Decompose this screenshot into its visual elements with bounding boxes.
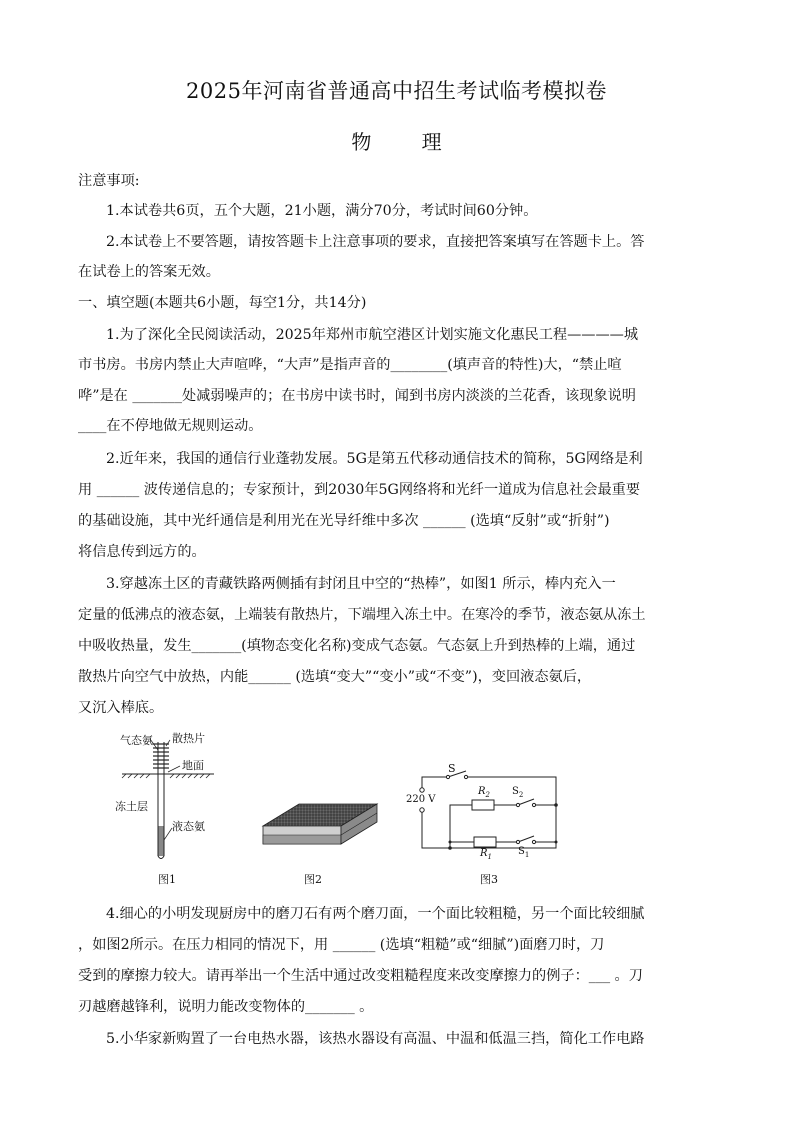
- question-2-line: 用 ______ 波传递信息的；专家预计，到2030年5G网络将和光纤一道成为信息社会最重要: [78, 482, 641, 498]
- label-s1: $S_1$: [518, 846, 530, 859]
- figure-2-caption: 图2: [304, 873, 322, 886]
- question-2-line: 将信息传到远方的。: [78, 544, 206, 560]
- question-4-line: 4.细心的小明发现厨房中的磨刀石有两个磨刀面，一个面比较粗糙，另一个面比较细腻: [106, 906, 645, 922]
- question-3-line: 散热片向空气中放热，内能______ (选填“变大”“变小”或“不变”)，变回液态氨后，: [78, 669, 592, 685]
- question-3-line: 3.穿越冻土区的青藏铁路两侧插有封闭且中空的“热棒”，如图1 所示，棒内充入一: [106, 576, 616, 592]
- figure-2-whetstone: [255, 790, 385, 860]
- question-1-line: 市书房。书房内禁止大声喧哗，“大声”是指声音的________(填声音的特性)大，“禁止喧: [78, 357, 622, 373]
- label-r1: $R_1$: [480, 848, 492, 861]
- label-voltage: 220 V: [406, 794, 436, 805]
- subject-title: 物 理: [351, 130, 464, 154]
- question-3-line: 中吸收热量，发生_______(填物态变化名称)变成气态氨。气态氨上升到热棒的上端，通过: [78, 638, 636, 654]
- label-switch-s: S: [448, 762, 456, 775]
- notice-item-2-cont: 在试卷上的答案无效。: [78, 264, 220, 280]
- question-3-line: 又沉入棒底。: [78, 700, 164, 716]
- question-2-line: 的基础设施，其中光纤通信是利用光在光导纤维中多次 ______ (选填“反射”或“折射”): [78, 513, 610, 529]
- label-fins: 散热片: [172, 732, 205, 745]
- label-ground: 地面: [182, 759, 204, 772]
- question-4-line: 受到的摩擦力较大。请再举出一个生活中通过改变粗糙程度来改变摩擦力的例子：___ 。刀: [78, 968, 643, 984]
- question-3-line: 定量的低沸点的液态氨，上端装有散热片，下端埋入冻土中。在寒冷的季节，液态氨从冻土: [78, 607, 646, 623]
- question-1-line: 1.为了深化全民阅读活动，2025年郑州市航空港区计划实施文化惠民工程————城: [106, 327, 639, 343]
- section-heading: 一、填空题(本题共6小题，每空1分，共14分): [78, 295, 367, 311]
- question-1-line: 哗”是在 _______处减弱噪声的；在书房中读书时，闻到书房内淡淡的兰花香，该现象说明: [78, 388, 636, 404]
- question-2-line: 2.近年来，我国的通信行业蓬勃发展。5G是第五代移动通信技术的简称，5G网络是利: [106, 451, 643, 467]
- label-gas-ammonia: 气态氨: [120, 734, 153, 747]
- question-1-line: ____在不停地做无规则运动。: [78, 418, 263, 434]
- page-title: 2025年河南省普通高中招生考试临考模拟卷: [186, 79, 607, 103]
- label-r2: $R_2$: [478, 786, 490, 799]
- question-5-line: 5.小华家新购置了一台电热水器，该热水器设有高温、中温和低温三挡，简化工作电路: [106, 1031, 645, 1047]
- question-4-line: 刃越磨越锋利，说明力能改变物体的_______ 。: [78, 999, 374, 1015]
- figure-1-heat-rod: [112, 728, 242, 863]
- figure-3-circuit: [400, 760, 570, 865]
- notice-item-2: 2.本试卷上不要答题，请按答题卡上注意事项的要求，直接把答案填写在答题卡上。答: [106, 234, 645, 250]
- label-liquid-ammonia: 液态氨: [172, 820, 205, 833]
- notice-item-1: 1.本试卷共6页，五个大题，21小题，满分70分，考试时间60分钟。: [106, 203, 538, 219]
- label-s2: $S_2$: [512, 786, 524, 799]
- figure-1-caption: 图1: [158, 873, 176, 886]
- label-frozen-soil: 冻土层: [115, 800, 148, 813]
- question-4-line: ，如图2所示。在压力相同的情况下，用 ______ (选填“粗糙”或“细腻”)面磨刀时，刀: [78, 937, 605, 953]
- figure-3-caption: 图3: [480, 873, 498, 886]
- notice-heading: 注意事项:: [78, 173, 140, 189]
